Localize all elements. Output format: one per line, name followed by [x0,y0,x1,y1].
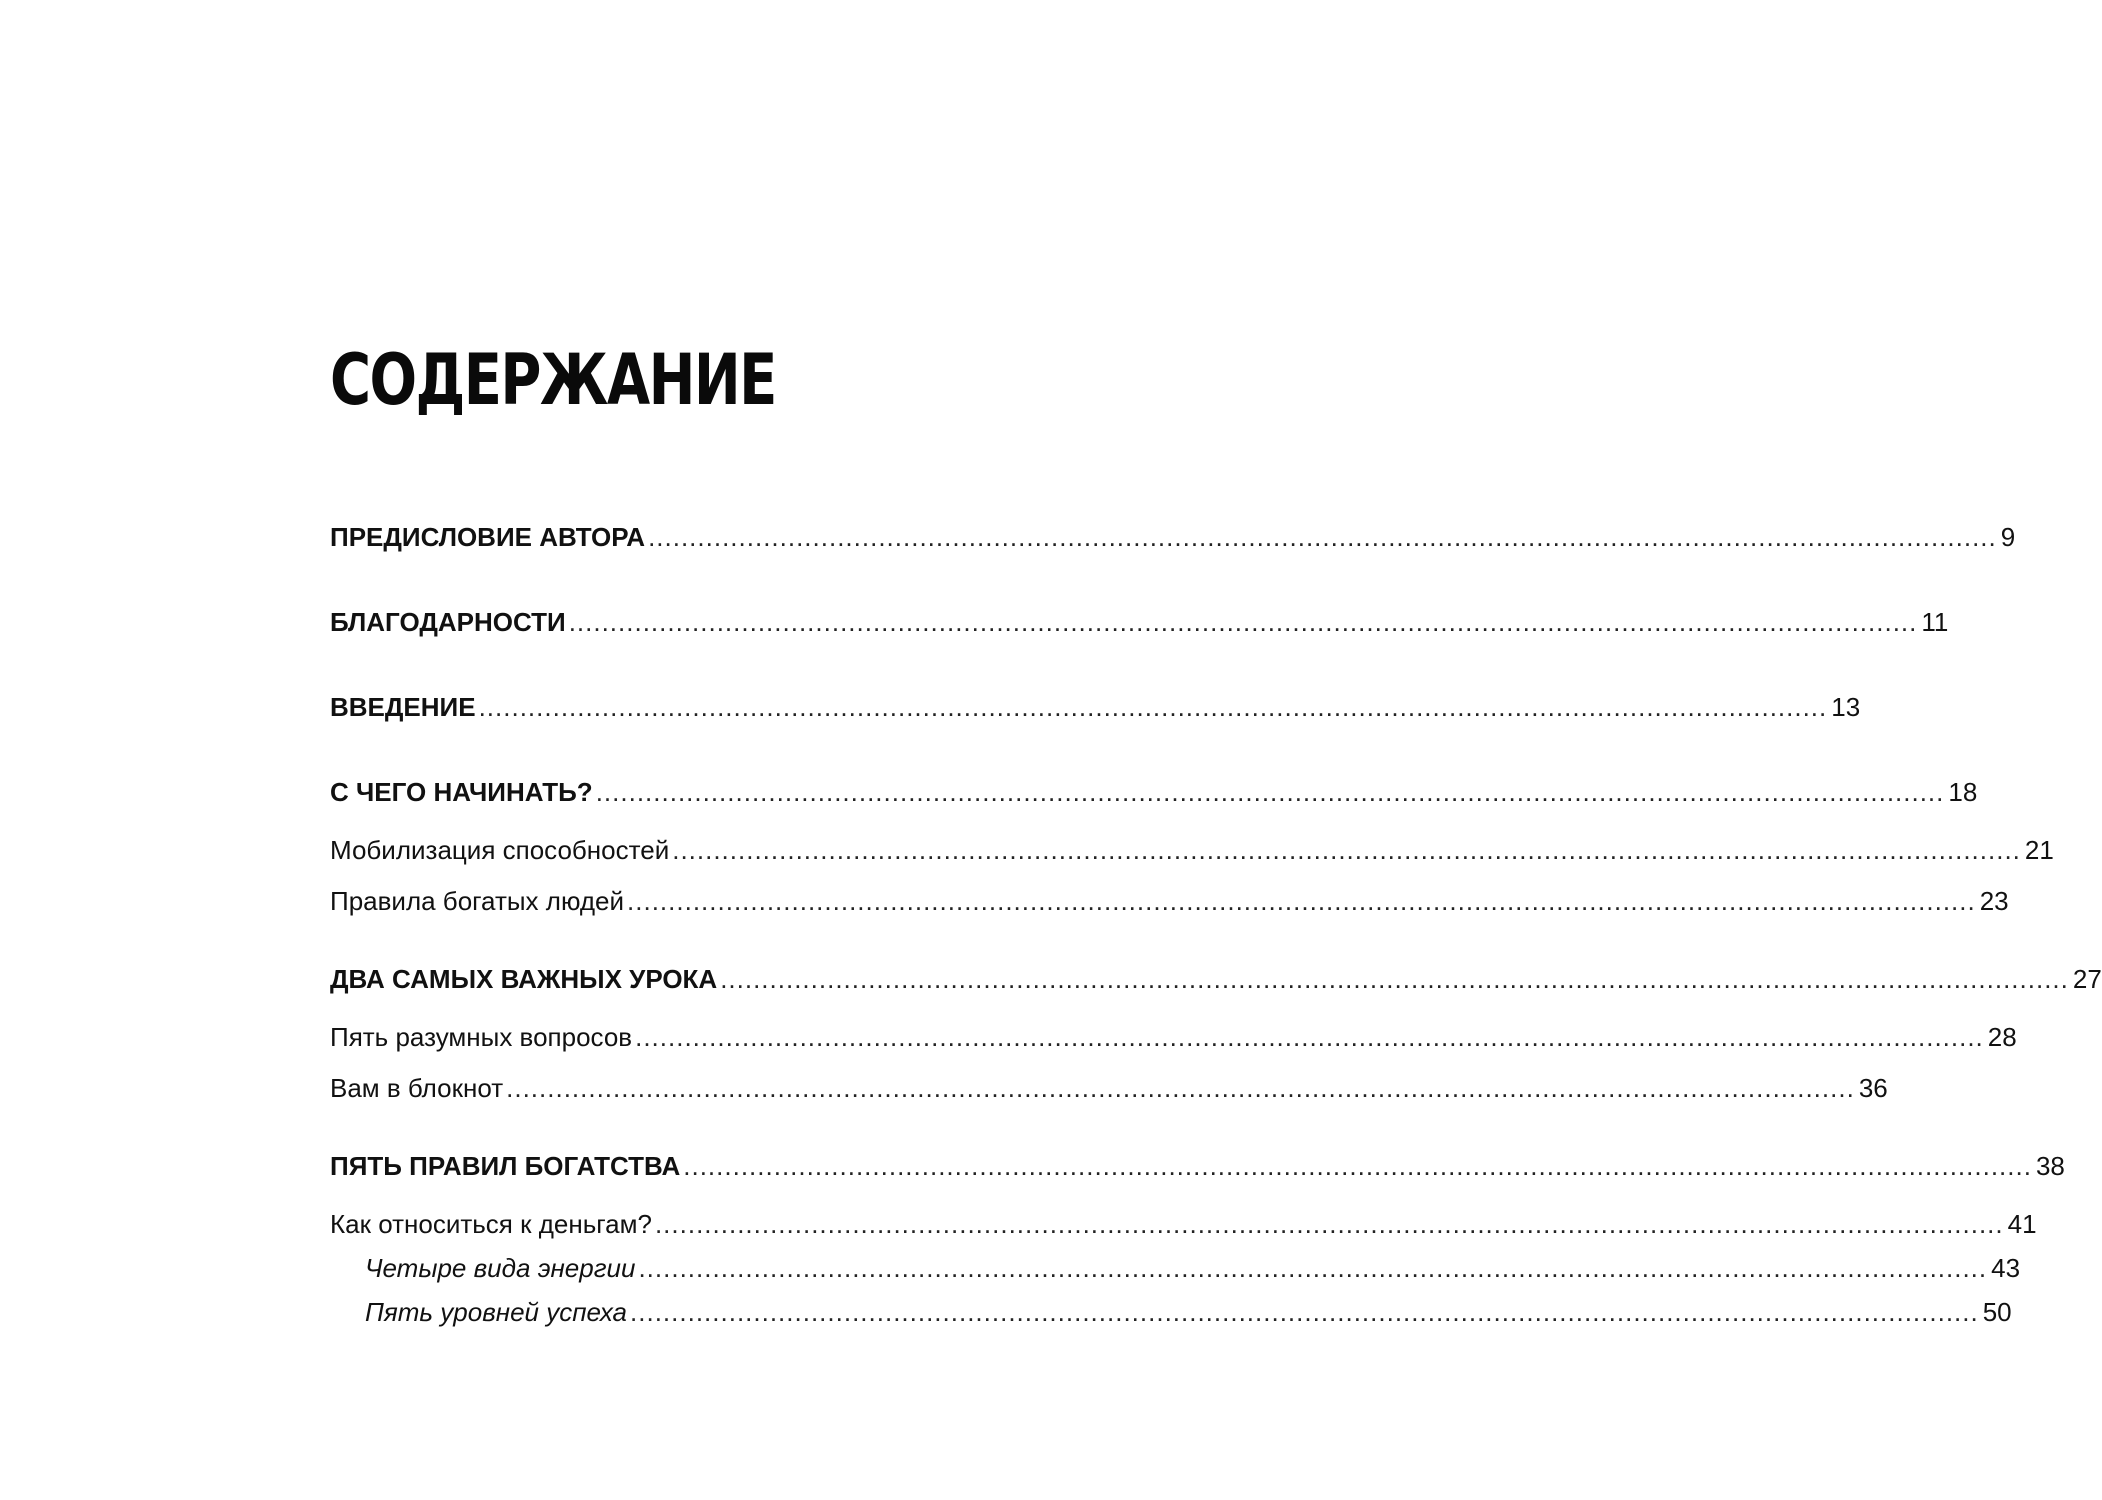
toc-entry [330,886,2009,917]
toc-page-number: 28 [1987,1022,2017,1052]
toc-page-number: 36 [1858,1073,1888,1103]
toc-entry-label: Правила богатых людей [330,886,625,916]
toc-page-number: 23 [1979,886,2009,916]
toc-entry-label: С ЧЕГО НАЧИНАТЬ? [330,777,593,807]
toc-dot-leader: .................................................................................................................................................................... [720,964,2069,994]
page-title: СОДЕРЖАНИЕ [330,339,776,421]
toc-dot-leader: .................................................................................................................................................................... [506,1073,1855,1103]
toc-page-number: 50 [1982,1297,2012,1327]
toc-dot-leader: .................................................................................................................................................................... [683,1151,2032,1181]
toc-entry-label: Вам в блокнот [330,1073,504,1103]
toc-entry [365,1297,2012,1328]
toc-dot-leader: .................................................................................................................................................................... [638,1253,1988,1283]
toc-page-number: 13 [1831,692,1861,722]
toc-entry [330,1073,1888,1104]
toc-entry-label: ПРЕДИСЛОВИЕ АВТОРА [330,522,646,552]
toc-entry [330,1022,2017,1053]
toc-page-number: 9 [2000,522,2016,552]
toc-entry-label: Пять уровней успеха [365,1297,628,1327]
toc-entry [330,835,2054,866]
toc-entry-label: ДВА САМЫХ ВАЖНЫХ УРОКА [330,964,718,994]
toc-entry [330,777,1978,808]
toc-dot-leader: .................................................................................................................................................................... [478,692,1828,722]
toc-page-number: 41 [2007,1209,2037,1239]
toc-entry-label: ПЯТЬ ПРАВИЛ БОГАТСТВА [330,1151,681,1181]
toc-dot-leader: .................................................................................................................................................................... [595,777,1945,807]
toc-entry-label: ВВЕДЕНИЕ [330,692,476,722]
toc-page-number: 21 [2024,835,2054,865]
toc-entry [330,692,1861,723]
toc-dot-leader: .................................................................................................................................................................... [627,886,1976,916]
toc-entry [330,1209,2037,1240]
toc-entry [365,1253,2021,1284]
toc-entry [330,964,2102,995]
toc-entry-label: Пять разумных вопросов [330,1022,633,1052]
toc-entry-label: Мобилизация способностей [330,835,670,865]
toc-dot-leader: .................................................................................................................................................................... [672,835,2021,865]
toc-dot-leader: .................................................................................................................................................................... [654,1209,2004,1239]
toc-entry [330,1151,2065,1182]
toc-page-number: 11 [1921,607,1949,637]
toc-page-number: 38 [2035,1151,2065,1181]
toc-page-number: 18 [1948,777,1978,807]
toc-page-number: 27 [2072,964,2102,994]
toc-entry-label: БЛАГОДАРНОСТИ [330,607,566,637]
toc-entry-label: Четыре вида энергии [365,1253,636,1283]
toc-dot-leader: .................................................................................................................................................................... [648,522,1997,552]
toc-entry [330,522,2016,553]
toc-dot-leader: .................................................................................................................................................................... [630,1297,1979,1327]
toc-page-number: 43 [1991,1253,2021,1283]
toc-entry [330,607,1949,638]
toc-dot-leader: .................................................................................................................................................................... [635,1022,1984,1052]
toc-dot-leader: .................................................................................................................................................................... [568,607,1918,637]
toc-entry-label: Как относиться к деньгам? [330,1209,652,1239]
